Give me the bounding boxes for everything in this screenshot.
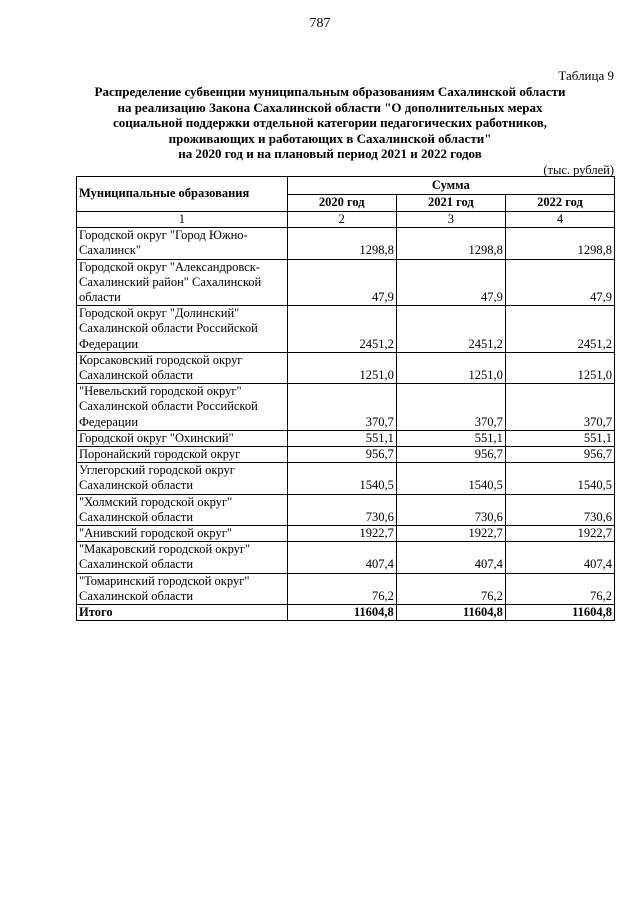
amount-2021: 76,2 [396, 573, 505, 604]
table-row [77, 259, 615, 306]
amount-2022: 11604,8 [505, 605, 614, 621]
units-label: (тыс. рублей) [543, 163, 614, 177]
amount-2021: 730,6 [396, 494, 505, 525]
amount-2021: 2451,2 [396, 306, 505, 353]
column-number: 1 [77, 212, 288, 228]
table-row [77, 430, 615, 446]
amount-2021: 11604,8 [396, 605, 505, 621]
column-number: 3 [396, 212, 505, 228]
column-number-row [77, 212, 615, 228]
table-row [77, 494, 615, 525]
amount-2022: 551,1 [505, 430, 614, 446]
municipality-name: Городской округ "Долинский" Сахалинской области Российской Федерации [77, 306, 288, 353]
table-row [77, 526, 615, 542]
title-line: проживающих и работающих в Сахалинской области" [168, 130, 492, 146]
amount-2020: 1922,7 [287, 526, 396, 542]
table-row [77, 463, 615, 494]
amount-2020: 47,9 [287, 259, 396, 306]
header-year-2021: 2021 год [396, 195, 505, 212]
amount-2020: 2451,2 [287, 306, 396, 353]
amount-2020: 551,1 [287, 430, 396, 446]
table-body [77, 228, 615, 621]
municipality-name: "Невельский городской округ" Сахалинской области Российской Федерации [77, 384, 288, 431]
amount-2022: 1922,7 [505, 526, 614, 542]
header-year-2020: 2020 год [287, 195, 396, 212]
amount-2020: 1298,8 [287, 228, 396, 259]
table-row [77, 306, 615, 353]
header-year-2022: 2022 год [505, 195, 614, 212]
table-row [77, 573, 615, 604]
municipality-name: Корсаковский городской округ Сахалинской области [77, 352, 288, 383]
title-line: на реализацию Закона Сахалинской области "О дополнительных мерах [117, 99, 543, 115]
amount-2021: 47,9 [396, 259, 505, 306]
amount-2020: 11604,8 [287, 605, 396, 621]
table-label: Таблица 9 [558, 68, 614, 83]
amount-2020: 1540,5 [287, 463, 396, 494]
amount-2022: 407,4 [505, 542, 614, 573]
amount-2021: 956,7 [396, 447, 505, 463]
amount-2021: 1298,8 [396, 228, 505, 259]
table-row [77, 447, 615, 463]
amount-2021: 1251,0 [396, 352, 505, 383]
municipality-name: Поронайский городской округ [77, 447, 288, 463]
table-row [77, 542, 615, 573]
amount-2022: 1298,8 [505, 228, 614, 259]
amount-2022: 2451,2 [505, 306, 614, 353]
amount-2021: 1922,7 [396, 526, 505, 542]
municipality-name: Углегорский городской округ Сахалинской области [77, 463, 288, 494]
municipality-name: "Томаринский городской округ" Сахалинской области [77, 573, 288, 604]
amount-2020: 730,6 [287, 494, 396, 525]
amount-2021: 370,7 [396, 384, 505, 431]
amount-2022: 956,7 [505, 447, 614, 463]
table-title [60, 84, 600, 162]
page-number: 787 [309, 16, 331, 31]
header-row [77, 177, 615, 195]
table-row [77, 228, 615, 259]
header-municipalities: Муниципальные образования [77, 177, 288, 212]
title-line: социальной поддержки отдельной категории педагогических работников, [112, 115, 548, 130]
column-number: 2 [287, 212, 396, 228]
municipality-name: "Холмский городской округ" Сахалинской области [77, 494, 288, 525]
municipality-name: "Макаровский городской округ" Сахалинской области [77, 542, 288, 573]
amount-2022: 47,9 [505, 259, 614, 306]
table-row [77, 384, 615, 431]
title-line: Распределение субвенции муниципальным образованиям Сахалинской области [94, 84, 566, 99]
header-sum: Сумма [287, 177, 614, 195]
subvention-table [76, 176, 615, 621]
amount-2020: 956,7 [287, 447, 396, 463]
amount-2022: 730,6 [505, 494, 614, 525]
amount-2022: 1540,5 [505, 463, 614, 494]
total-row [77, 605, 615, 621]
amount-2021: 1540,5 [396, 463, 505, 494]
amount-2020: 1251,0 [287, 352, 396, 383]
amount-2020: 76,2 [287, 573, 396, 604]
municipality-name: "Анивский городской округ" [77, 526, 288, 542]
amount-2020: 407,4 [287, 542, 396, 573]
amount-2021: 551,1 [396, 430, 505, 446]
amount-2021: 407,4 [396, 542, 505, 573]
amount-2022: 370,7 [505, 384, 614, 431]
title-line: на 2020 год и на плановый период 2021 и 2022 годов [178, 146, 482, 161]
amount-2022: 1251,0 [505, 352, 614, 383]
municipality-name: Городской округ "Охинский" [77, 430, 288, 446]
municipality-name: Итого [77, 605, 288, 621]
column-number: 4 [505, 212, 614, 228]
amount-2020: 370,7 [287, 384, 396, 431]
table-row [77, 352, 615, 383]
municipality-name: Городской округ "Александровск-Сахалинский район" Сахалинской области [77, 259, 288, 306]
municipality-name: Городской округ "Город Южно-Сахалинск" [77, 228, 288, 259]
amount-2022: 76,2 [505, 573, 614, 604]
